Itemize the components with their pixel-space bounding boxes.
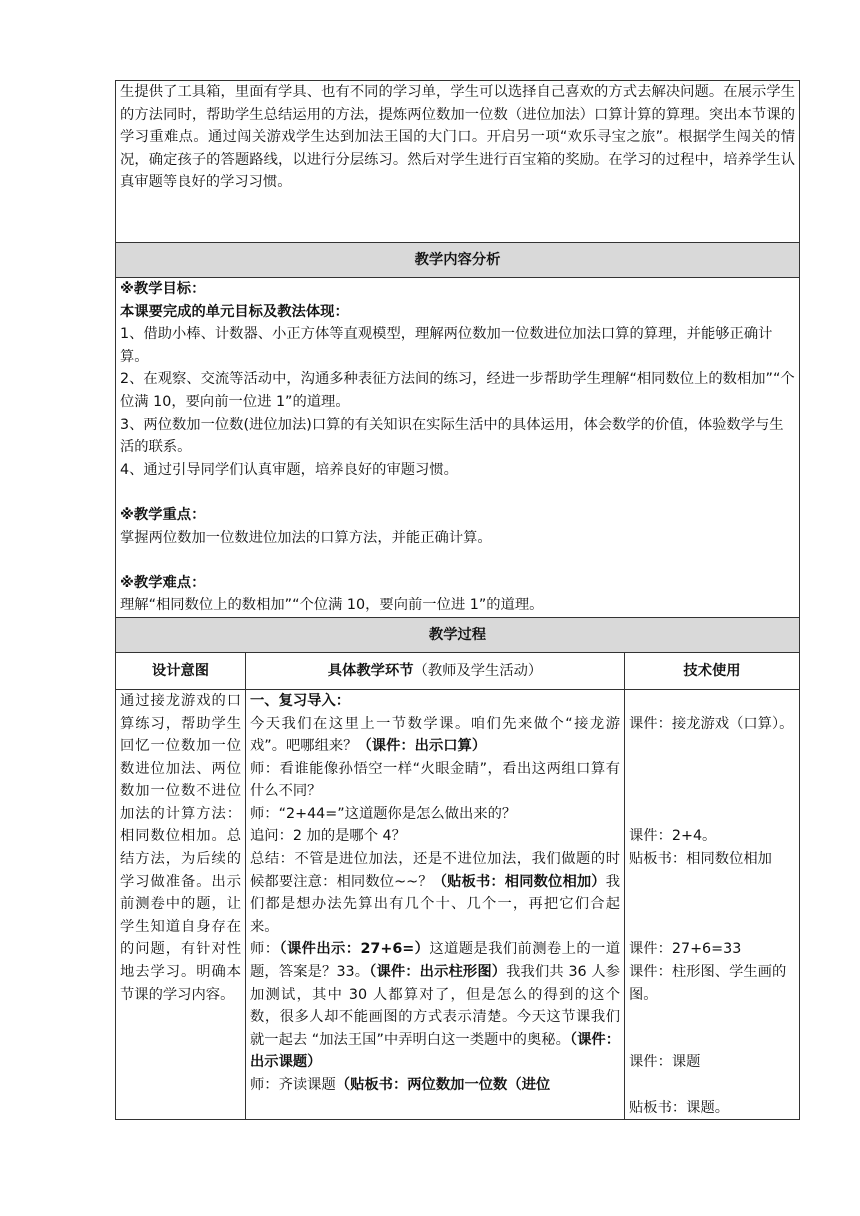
tech-item: 贴板书：课题。 bbox=[629, 1099, 730, 1116]
content-analysis-heading: 教学内容分析 bbox=[116, 243, 800, 278]
lesson-plan-table bbox=[115, 80, 800, 1120]
process-header-row bbox=[116, 617, 800, 652]
goal-item: 1、借助小棒、计数器、小正方体等直观模型，理解两位数加一位数进位加法口算的算理，并能够正确计算。 bbox=[120, 326, 773, 365]
goal-item: 3、两位数加一位数(进位加法)口算的有关知识在实际生活中的具体运用，体会数学的价值，体验数学与生活的联系。 bbox=[120, 416, 784, 456]
step-paragraph: 师：（课件出示：27+6=）这道题是我们前测卷上的一道题，答案是？33。（课件：出示柱形图）我我们共 36 人参加测试，其中 30 人都算对了，但是怎么的得到的这个数，很多人却不能画图的方式表示清楚。今天这节课我们就一起去 “加法王国”中弄明白这一类题中的奥秘。（课件：出示课题） bbox=[250, 941, 621, 1071]
steps-cell bbox=[246, 689, 625, 1119]
column-header-row bbox=[116, 652, 800, 689]
goals-title: ※教学目标： bbox=[120, 281, 206, 297]
steps-heading: 一、复习导入： bbox=[250, 692, 351, 709]
step-paragraph: 师：看谁能像孙悟空一样“火眼金睛”，看出这两组口算有什么不同？ bbox=[250, 760, 620, 800]
intro-text: 生提供了工具箱，里面有学具、也有不同的学习单，学生可以选择自己喜欢的方式去解决问题。在展示学生的方法同时，帮助学生总结运用的方法，提炼两位数加一位数（进位加法）口算计算的算理。突出本节课的学习重难点。通过闯关游戏学生达到加法王国的大门口。开启另一项“欢乐寻宝之旅”。根据学生闯关的情况，确定孩子的答题路线，以进行分层练习。然后对学生进行百宝箱的奖励。在学习的过程中，培养学生认真审题等良好的学习习惯。 bbox=[120, 84, 796, 191]
tech-item: 课件：课题 bbox=[629, 1054, 701, 1071]
tech-item: 课件：柱形图、学生画的图。 bbox=[629, 964, 787, 1003]
content-analysis-cell bbox=[116, 278, 800, 618]
intro-row bbox=[116, 81, 800, 243]
step-paragraph: 总结：不管是进位加法，还是不进位加法，我们做题的时候都要注意：相同数位~~？（贴板书：相同数位相加）我们都是想办法先算出有几个十、几个一，再把它们合起来。 bbox=[250, 851, 620, 935]
process-row bbox=[116, 689, 800, 1119]
intent-cell bbox=[116, 689, 246, 1119]
difficulty-title: ※教学难点： bbox=[120, 574, 206, 591]
tech-item: 贴板书：相同数位相加 bbox=[629, 851, 772, 868]
key-point-title: ※教学重点： bbox=[120, 506, 206, 523]
tech-item: 课件：接龙游戏（口算）。 bbox=[629, 715, 794, 732]
step-paragraph: 追问：2 加的是哪个 4？ bbox=[250, 828, 406, 845]
content-analysis-row bbox=[116, 278, 800, 618]
goal-item: 2、在观察、交流等活动中，沟通多种表征方法间的练习，经进一步帮助学生理解“相同数位上的数相加”“个位满 10，要向前一位进 1”的道理。 bbox=[120, 371, 795, 410]
lesson-plan-page bbox=[115, 80, 799, 1120]
tech-item: 课件：2+4。 bbox=[629, 828, 717, 845]
tech-cell bbox=[625, 689, 800, 1119]
goals-subtitle: 本课要完成的单元目标及教法体现： bbox=[120, 303, 349, 320]
col-tech-header: 技术使用 bbox=[625, 652, 800, 689]
tech-item: 课件：27+6=33 bbox=[629, 941, 742, 958]
step-paragraph: 师：齐读课题（贴板书：两位数加一位数（进位 bbox=[250, 1077, 551, 1093]
key-point-text: 掌握两位数加一位数进位加法的口算方法，并能正确计算。 bbox=[120, 529, 492, 546]
col-steps-header: 具体教学环节（教师及学生活动） bbox=[246, 652, 625, 689]
content-analysis-header-row bbox=[116, 243, 800, 278]
intro-cell bbox=[116, 81, 800, 243]
step-paragraph: 师：“2+44=”这道题你是怎么做出来的？ bbox=[250, 805, 517, 822]
process-heading: 教学过程 bbox=[116, 617, 800, 652]
step-paragraph: 今天我们在这里上一节数学课。咱们先来做个“接龙游戏”。吧哪组来？（课件：出示口算） bbox=[250, 715, 620, 755]
goal-item: 4、通过引导同学们认真审题，培养良好的审题习惯。 bbox=[120, 461, 458, 478]
intent-text: 通过接龙游戏的口算练习，帮助学生回忆一位数加一位数进位加法、两位数加一位数不进位加法的计算方法：相同数位相加。总结方法，为后续的学习做准备。出示前测卷中的题，让学生知道自身存在的问题，有针对性地去学习。明确本节课的学习内容。 bbox=[120, 692, 241, 1003]
col-intent-header: 设计意图 bbox=[116, 652, 246, 689]
difficulty-text: 理解“相同数位上的数相加”“个位满 10，要向前一位进 1”的道理。 bbox=[120, 597, 544, 614]
